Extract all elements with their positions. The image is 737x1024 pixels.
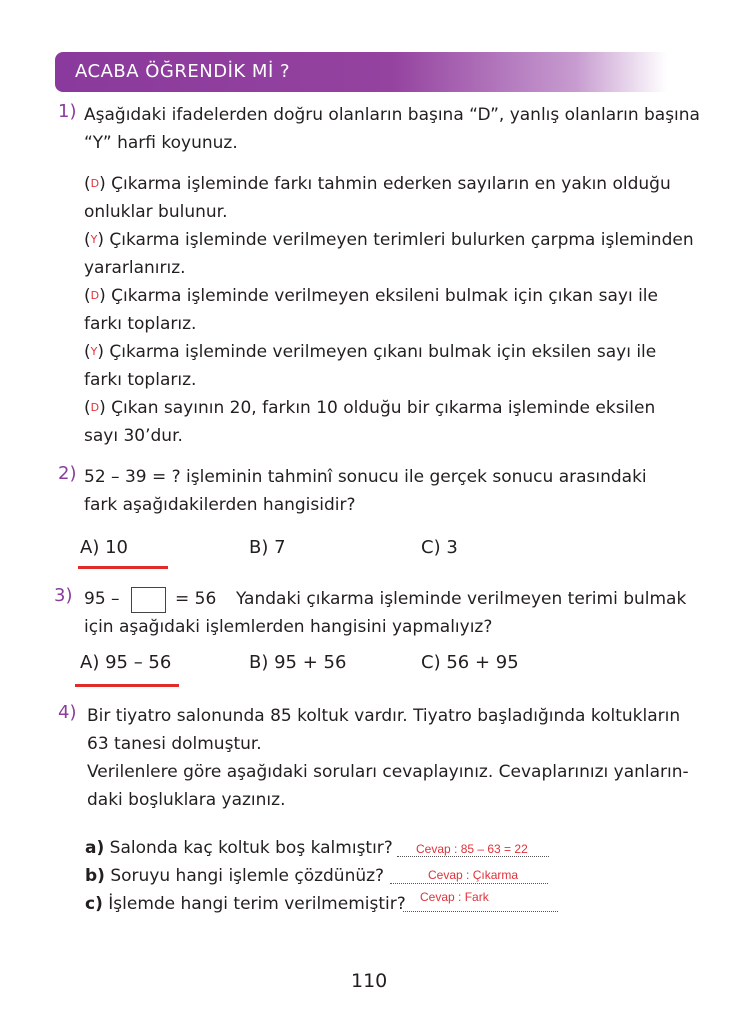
answer-line-b[interactable] [390,883,548,884]
answer-mark: Y [90,233,98,246]
statement-5: (D) Çıkan sayının 20, farkın 10 olduğu bir çıkarma işleminde eksilen [84,398,656,418]
q3-option-c[interactable]: C) 56 + 95 [421,652,519,673]
correct-answer-underline [75,684,179,687]
q3-option-b[interactable]: B) 95 + 56 [249,652,347,673]
statement-4: (Y) Çıkarma işleminde verilmeyen çıkanı bulmak için eksilen sayı ile [84,342,657,362]
question-2-text-line-1: 52 – 39 = ? işleminin tahminî sonucu ile gerçek sonucu arasındaki [84,467,647,487]
answer-mark: Y [90,345,98,358]
answer-line-c[interactable] [403,911,558,912]
question-2-text-line-2: fark aşağıdakilerden hangisidir? [84,495,356,515]
statement-1-cont: onluklar bulunur. [84,202,228,222]
question-1-text-line-2: “Y” harfi koyunuz. [84,133,238,153]
q3-expression-right: = 56 [175,589,217,609]
question-1-number: 1) [58,101,77,122]
statement-2-cont: yararlanırız. [84,258,186,278]
statement-5-cont: sayı 30’dur. [84,426,183,446]
question-4-text-line-3: Verilenlere göre aşağıdaki soruları cevaplayınız. Cevaplarınızı yanların- [87,762,689,782]
question-1-text-line-1: Aşağıdaki ifadelerden doğru olanların başına “D”, yanlış olanların başına [84,105,700,125]
q3-expression-left: 95 – [84,589,120,609]
statement-1: (D) Çıkarma işleminde farkı tahmin ederken sayıların en yakın olduğu [84,174,671,194]
question-3-text-line-2: için aşağıdaki işlemlerden hangisini yapmalıyız? [84,617,493,637]
correct-answer-underline [78,566,168,569]
q2-option-a[interactable]: A) 10 [80,537,128,558]
missing-term-box [131,587,166,613]
question-4-text-line-1: Bir tiyatro salonunda 85 koltuk vardır. Tiyatro başladığında koltukların [87,706,681,726]
q4-sub-b: b) Soruyu hangi işlemle çözdünüz? [85,866,385,886]
question-2-number: 2) [58,463,77,484]
answer-b: Cevap : Çıkarma [428,868,519,882]
question-4-number: 4) [58,702,77,723]
question-3-text-line-1: Yandaki çıkarma işleminde verilmeyen terimi bulmak [236,589,687,609]
answer-mark: D [90,401,100,414]
statement-3: (D) Çıkarma işleminde verilmeyen eksileni bulmak için çıkan sayı ile [84,286,658,306]
question-4-text-line-2: 63 tanesi dolmuştur. [87,734,262,754]
question-4-text-line-4: daki boşluklara yazınız. [87,790,286,810]
q3-option-a[interactable]: A) 95 – 56 [80,652,172,673]
statement-2: (Y) Çıkarma işleminde verilmeyen terimleri bulurken çarpma işleminden [84,230,694,250]
answer-line-a[interactable] [397,856,549,857]
question-3-number: 3) [54,585,73,606]
statement-3-cont: farkı toplarız. [84,314,197,334]
q4-sub-c: c) İşlemde hangi terim verilmemiştir? [85,894,406,914]
answer-mark: D [90,289,100,302]
statement-4-cont: farkı toplarız. [84,370,197,390]
q2-option-b[interactable]: B) 7 [249,537,286,558]
answer-mark: D [90,177,100,190]
q4-sub-a: a) Salonda kaç koltuk boş kalmıştır? [85,838,393,858]
answer-c: Cevap : Fark [420,890,489,904]
page-title: ACABA ÖĞRENDİK Mİ ? [75,61,291,82]
answer-a: Cevap : 85 – 63 = 22 [416,842,528,856]
page-number: 110 [351,970,388,992]
q2-option-c[interactable]: C) 3 [421,537,458,558]
